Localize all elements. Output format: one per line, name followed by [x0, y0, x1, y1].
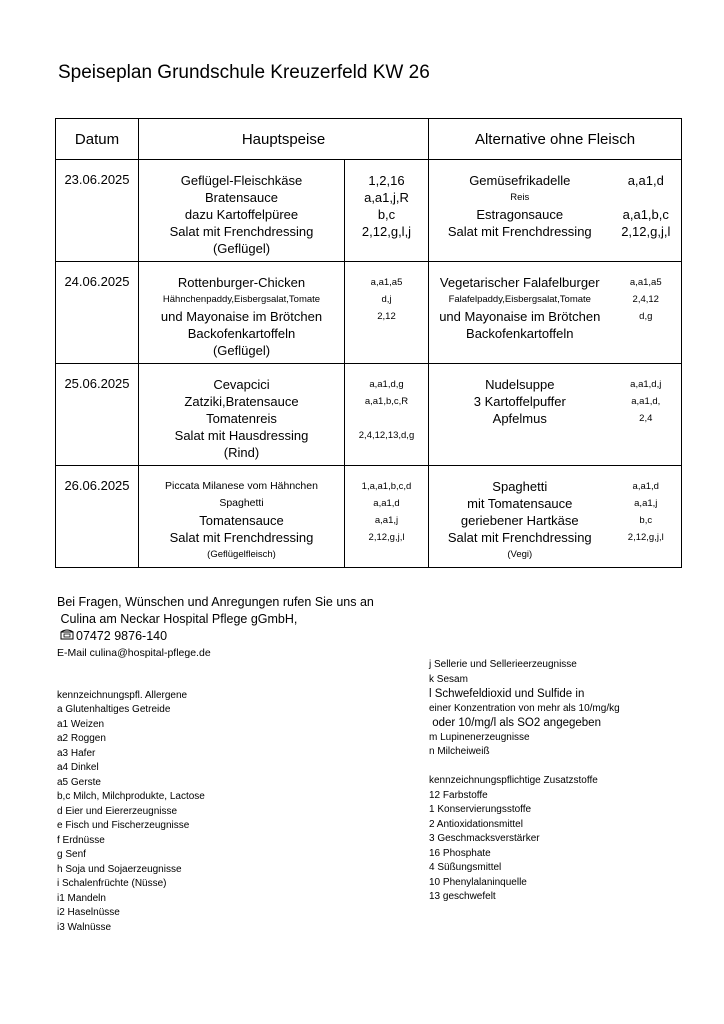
allergen-codes: b,c — [639, 515, 653, 526]
legend-entry — [429, 760, 620, 775]
page-title: Speiseplan Grundschule Kreuzerfeld KW 26 — [58, 62, 430, 83]
main-dish-cell — [139, 364, 345, 466]
legend-entry: e Fisch und Fischerzeugnisse — [57, 820, 190, 831]
legend-entry: 13 geschwefelt — [429, 891, 496, 902]
allergen-codes: 2,12,g,j,l — [621, 224, 671, 239]
header-row — [56, 119, 682, 160]
day-row — [56, 364, 682, 466]
allergen-codes: a,a1,d — [373, 498, 400, 509]
dish-line: Apfelmus — [492, 411, 547, 426]
allergen-codes: 2,12,g,j,l — [627, 532, 664, 543]
legend-entry: i1 Mandeln — [57, 892, 106, 904]
allergen-codes: 1,a,a1,b,c,d — [361, 481, 412, 492]
allergen-codes: a,a1,d,j — [630, 379, 662, 390]
allergen-codes: a,a1,j,R — [364, 190, 409, 205]
alt-codes-cell — [611, 466, 682, 568]
legend-entry: kennzeichnungspfl. Allergene — [57, 689, 188, 701]
dish-line: Gemüsefrikadelle — [469, 173, 571, 188]
dish-line: Hähnchenpaddy,Eisbergsalat,Tomate — [162, 294, 321, 305]
dish-line: dazu Kartoffelpüree — [184, 207, 299, 222]
dish-line: (Rind) — [223, 445, 260, 460]
dish-line: mit Tomatensauce — [467, 496, 573, 511]
legend-entry: n Milcheiweiß — [429, 746, 490, 757]
main-dish-cell — [139, 262, 345, 364]
legend-entry: l Schwefeldioxid und Sulfide in — [429, 688, 585, 700]
header-datum: Datum — [56, 119, 139, 160]
allergen-codes: a,a1,d — [627, 173, 664, 188]
legend-entry: m Lupinenerzeugnisse — [429, 731, 530, 743]
legend-entry: d Eier und Eiererzeugnisse — [57, 805, 178, 817]
allergen-codes: 2,4 — [639, 413, 653, 424]
legend-entry: a2 Roggen — [57, 733, 106, 744]
legend-entry: j Sellerie und Sellerieerzeugnisse — [429, 659, 577, 670]
allergen-codes: 2,12,g,j,l — [368, 532, 405, 543]
allergen-codes — [611, 189, 682, 206]
allergen-codes: 2,12,g,l,j — [361, 224, 412, 239]
dish-line: (Vegi) — [507, 549, 533, 560]
allergen-codes: 2,4,12 — [632, 294, 659, 305]
dish-line: 3 Kartoffelpuffer — [473, 394, 566, 409]
dish-line: Salat mit Frenchdressing — [169, 224, 314, 239]
allergen-codes: a,a1,j — [634, 498, 658, 509]
allergen-codes: a,a1,a5 — [629, 277, 662, 288]
dish-line: Estragonsauce — [476, 207, 564, 222]
legend-entry: 1 Konservierungsstoffe — [429, 804, 532, 815]
dish-line: Cevapcici — [213, 377, 270, 392]
legend-entry: g Senf — [57, 849, 86, 860]
day-row — [56, 466, 682, 568]
allergen-codes: a,a1,d — [632, 481, 659, 492]
dish-line: Reis — [510, 192, 530, 203]
dish-line: Nudelsuppe — [485, 377, 555, 392]
phone-icon — [60, 628, 74, 645]
allergen-codes: a,a1,j — [374, 515, 399, 526]
dish-line: und Mayonaise im Brötchen — [439, 309, 601, 324]
legend-entry: i Schalenfrüchte (Nüsse) — [57, 878, 167, 889]
legend-entry: i3 Walnüsse — [57, 921, 112, 933]
alt-dish-cell — [429, 364, 611, 466]
legend-entry — [57, 674, 205, 689]
contact-line: Bei Fragen, Wünschen und Anregungen rufen Sie uns an — [57, 595, 374, 609]
allergen-codes — [611, 546, 682, 563]
legend-entry: 2 Antioxidationsmittel — [429, 818, 523, 830]
dish-line: Tomatensauce — [199, 513, 284, 528]
header-alternative: Alternative ohne Fleisch — [429, 119, 682, 160]
dish-line: (Geflügel) — [212, 241, 271, 256]
main-codes-cell — [345, 160, 429, 262]
dish-line: Spaghetti — [219, 497, 264, 509]
legend-entry: a3 Hafer — [57, 747, 96, 759]
allergen-codes: d,j — [381, 294, 392, 305]
allergen-codes: 2,4,12,13,d,g — [358, 430, 415, 441]
dish-line: Salat mit Frenchdressing — [447, 224, 592, 239]
alt-codes-cell — [611, 364, 682, 466]
dish-line: Backofenkartoffeln — [466, 326, 574, 341]
allergen-list-left — [57, 674, 205, 935]
dish-line: Salat mit Frenchdressing — [447, 530, 592, 545]
allergen-codes — [611, 325, 682, 342]
main-codes-cell — [345, 262, 429, 364]
alt-dish-cell — [429, 466, 611, 568]
allergen-codes — [345, 240, 428, 257]
allergen-codes: a,a1,b,c — [622, 207, 669, 222]
date-cell: 23.06.2025 — [56, 160, 139, 262]
dish-line: Backofenkartoffeln — [187, 326, 296, 341]
dish-line: geriebener Hartkäse — [460, 513, 579, 528]
contact-email: E-Mail culina@hospital-pflege.de — [57, 647, 211, 659]
legend-entry: einer Konzentration von mehr als 10/mg/kg — [429, 702, 620, 714]
main-dish-cell — [139, 466, 345, 568]
allergen-codes — [345, 444, 428, 461]
dish-line: Piccata Milanese vom Hähnchen — [165, 480, 318, 492]
legend-entry: i2 Haselnüsse — [57, 907, 120, 918]
date-cell: 26.06.2025 — [56, 466, 139, 568]
phone-number: 07472 9876-140 — [76, 629, 168, 643]
legend-entry: a Glutenhaltiges Getreide — [57, 704, 171, 715]
day-row — [56, 262, 682, 364]
legend-entry: 3 Geschmacksverstärker — [429, 833, 540, 844]
contact-company: Culina am Neckar Hospital Pflege gGmbH, — [57, 612, 298, 626]
alt-codes-cell — [611, 160, 682, 262]
main-codes-cell — [345, 364, 429, 466]
contact-phone — [57, 628, 374, 645]
dish-line: (Geflügel) — [212, 343, 271, 358]
legend-entry: 4 Süßungsmittel — [429, 862, 502, 873]
allergen-codes: a,a1,d, — [631, 396, 661, 407]
dish-line: und Mayonaise im Brötchen — [160, 309, 323, 324]
dish-line: Falafelpaddy,Eisbergsalat,Tomate — [448, 294, 591, 305]
day-row — [56, 160, 682, 262]
contact-block — [57, 594, 374, 662]
legend-entry: 10 Phenylalaninquelle — [429, 876, 527, 888]
legend-entry: 12 Farbstoffe — [429, 789, 488, 801]
main-dish-cell — [139, 160, 345, 262]
allergen-codes: a,a1,d,g — [369, 379, 404, 390]
legend-entry: h Soja und Sojaerzeugnisse — [57, 863, 182, 875]
allergen-codes: 1,2,16 — [368, 173, 405, 188]
alt-codes-cell — [611, 262, 682, 364]
legend-entry: a4 Dinkel — [57, 762, 99, 773]
legend-entry: a5 Gerste — [57, 776, 101, 788]
date-cell: 25.06.2025 — [56, 364, 139, 466]
legend-entry: oder 10/mg/l als SO2 angegeben — [429, 717, 601, 729]
allergen-codes: 2,12 — [377, 311, 396, 322]
date-cell: 24.06.2025 — [56, 262, 139, 364]
dish-line: Spaghetti — [492, 479, 548, 494]
main-codes-cell — [345, 466, 429, 568]
legend-entry: k Sesam — [429, 673, 468, 685]
dish-line: Vegetarischer Falafelburger — [439, 275, 600, 290]
alt-dish-cell — [429, 160, 611, 262]
header-hauptspeise: Hauptspeise — [139, 119, 429, 160]
allergen-codes — [345, 546, 428, 563]
legend-entry: b,c Milch, Milchprodukte, Lactose — [57, 791, 205, 802]
dish-line: Salat mit Hausdressing — [174, 428, 309, 443]
allergen-codes: a,a1,b,c,R — [364, 396, 409, 407]
dish-line: Bratensauce — [205, 190, 278, 205]
allergen-codes: a,a1,a5 — [370, 277, 403, 288]
dish-line: Zatziki,Bratensauce — [184, 394, 299, 409]
allergen-codes: d,g — [639, 311, 653, 322]
legend-entry: f Erdnüsse — [57, 834, 105, 846]
dish-line: (Geflügelfleisch) — [207, 549, 276, 560]
allergen-codes — [345, 342, 428, 359]
allergen-codes — [345, 410, 428, 427]
legend-entry: kennzeichnungspflichtige Zusatzstoffe — [429, 775, 598, 786]
legend-entry: a1 Weizen — [57, 718, 105, 730]
dish-line: Rottenburger-Chicken — [177, 275, 306, 290]
allergen-codes — [345, 325, 428, 342]
alt-dish-cell — [429, 262, 611, 364]
allergen-list-right — [429, 658, 620, 905]
allergen-codes: b,c — [377, 207, 396, 222]
legend-entry: 16 Phosphate — [429, 847, 491, 859]
dish-line: Tomatenreis — [206, 411, 277, 426]
dish-line: Salat mit Frenchdressing — [169, 530, 314, 545]
dish-line: Geflügel-Fleischkäse — [180, 173, 303, 188]
menu-table — [55, 118, 682, 568]
